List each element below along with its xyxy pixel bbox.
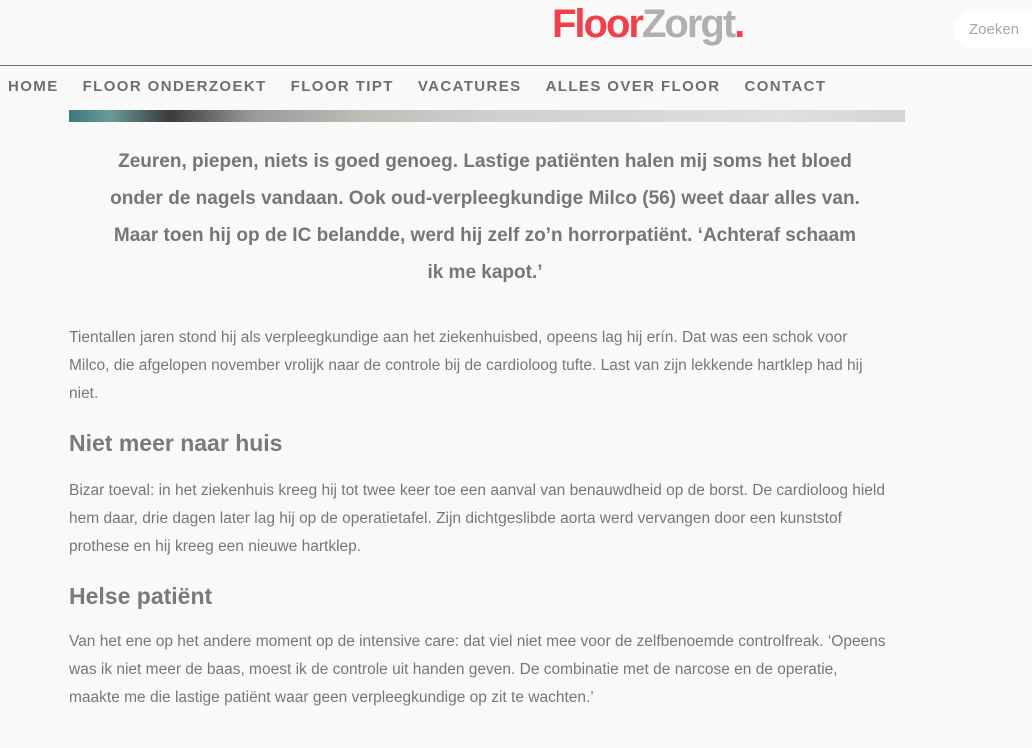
nav-home[interactable]: HOME [8, 78, 59, 95]
paragraph-2: Bizar toeval: in het ziekenhuis kreeg hij tot twee keer toe een aanval van benauwdheid op de borst. De cardioloog hield hem daar, drie dagen later lag hij op de operatietafel. Zijn dichtgeslibde aorta werd vervangen door een kunststof prothese en hij kreeg een nieuwe hartklep. [69, 482, 885, 555]
logo[interactable] [552, 2, 743, 47]
logo-dot: . [734, 2, 744, 46]
heading-niet-meer-naar-huis: Niet meer naar huis [69, 430, 283, 456]
search-placeholder: Zoeken [969, 21, 1020, 38]
paragraph-3: Van het ene op het andere moment op de intensive care: dat viel niet mee voor de zelfbenoemde controlfreak. ‘Opeens was ik niet meer de baas, moest ik de controle uit handen geven. De combinatie met de narcose en de operatie, maakte me die lastige patiënt waar geen verpleegkundige op zit te wachten.’ [69, 633, 886, 706]
paragraph-1: Tientallen jaren stond hij als verpleegkundige aan het ziekenhuisbed, opeens lag hij erín. Dat was een schok voor Milco, die afgelopen november vrolijk naar de controle bij de cardioloog tufte. Last van zijn lekkende hartklep had hij niet. [69, 329, 863, 402]
nav-floor-tipt[interactable]: FLOOR TIPT [290, 78, 394, 95]
nav-contact[interactable]: CONTACT [744, 78, 827, 95]
site-header [0, 0, 1032, 66]
article-lead: Zeuren, piepen, niets is goed genoeg. Lastige patiënten halen mij soms het bloed onder de nagels vandaan. Ook oud-verpleegkundige Milco (56) weet daar alles van. Maar toen hij op de IC belandde, werd hij zelf zo’n horrorpatiënt. ‘Achteraf schaam ik me kapot.’ [110, 151, 860, 283]
logo-floor: Floor [552, 2, 642, 46]
nav-vacatures[interactable]: VACATURES [417, 78, 522, 95]
main-nav [8, 78, 826, 95]
logo-zorgt: Zorgt [641, 2, 735, 46]
nav-alles-over-floor[interactable]: ALLES OVER FLOOR [545, 78, 721, 95]
heading-helse-patient: Helse patiënt [69, 583, 213, 609]
nav-floor-onderzoekt[interactable]: FLOOR ONDERZOEKT [82, 78, 267, 95]
hero-image [69, 110, 905, 122]
search-input[interactable] [954, 11, 1032, 48]
